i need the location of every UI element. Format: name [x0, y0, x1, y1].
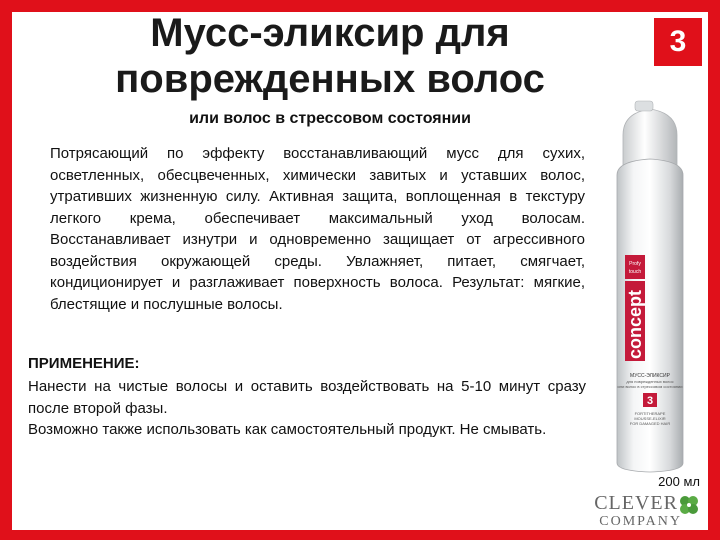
- slide-subtitle: или волос в стрессовом состоянии: [189, 110, 471, 127]
- company-logo: [594, 492, 702, 534]
- bottle-label-en1: FORTITHERAPE: [634, 411, 666, 416]
- usage-text: [28, 376, 586, 441]
- slide-number-badge: 3: [654, 18, 702, 66]
- clover-icon: [678, 494, 700, 516]
- product-volume: 200 мл: [658, 474, 700, 489]
- bottle-number: 3: [646, 395, 654, 407]
- bottle-label-sub2: или волос в стрессовом состоянии: [617, 384, 683, 389]
- bottle-brand: concept: [625, 289, 645, 359]
- bottle-label-title: МУСС-ЭЛИКСИР: [630, 373, 670, 379]
- product-description: Потрясающий по эффекту восстанавливающий мусс для сухих, осветленных, обесцвеченных, химически завитых и уставших волос, утративших жизненную силу. Активная защита, воплощенная в текстуру легкого крема, обеспечивает максимальный уход волосам. Восстанавливает изнутри и одновременно защищает от агрессивного воздействия окружающей среды. Увлажняет, питает, смягчает, кондиционирует и разглаживает поверхность волоса. Результат: мягкие, блестящие и послушные волосы.: [50, 145, 585, 313]
- slide-title: [90, 10, 570, 102]
- usage-line-1: Нанести на чистые волосы и оставить воздействовать на 5-10 минут сразу после второй фазы.: [28, 378, 586, 417]
- bottle-label-en3: FOR DAMAGED HAIR: [629, 421, 671, 426]
- logo-line-1: CLEVER: [594, 492, 678, 514]
- bottle-tag-2: touch: [628, 269, 642, 275]
- product-bottle-image: [595, 95, 705, 475]
- title-line-1: Мусс-эликсир для: [150, 11, 510, 55]
- bottle-label-en2: MOUSSE-ELIXIR: [634, 416, 666, 421]
- bottle-label-sub1: для поврежденных волос: [626, 379, 674, 384]
- title-line-2: поврежденных волос: [115, 57, 545, 101]
- usage-line-2: Возможно также использовать как самостоятельный продукт. Не смывать.: [28, 421, 547, 438]
- logo-line-2: COMPANY: [599, 514, 682, 529]
- usage-heading: ПРИМЕНЕНИЕ:: [28, 355, 140, 372]
- bottle-tag-1: Profy: [629, 261, 641, 267]
